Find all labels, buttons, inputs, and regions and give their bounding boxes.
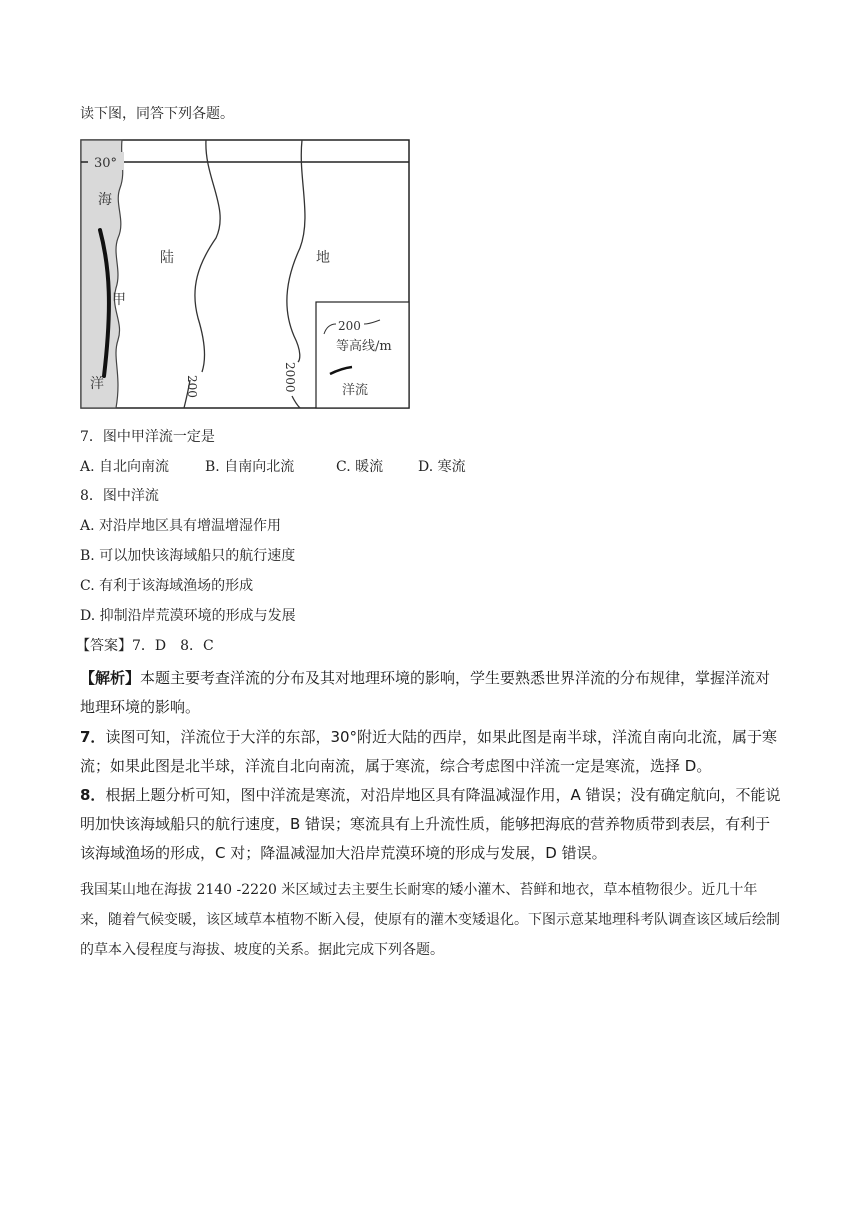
ocean-current-map xyxy=(80,138,412,410)
analysis-intro xyxy=(80,664,785,722)
q8-option-c: C. 有利于该海域渔场的形成 xyxy=(80,578,254,594)
q7-option-b: B. 自南向北流 xyxy=(205,459,295,475)
analysis-item7-text: 读图可知，洋流位于大洋的东部，30°附近大陆的西岸，如果此图是南半球，洋流自南向北流，属于寒流；如果此图是北半球，洋流自北向南流，属于寒流，综合考虑图中洋流一定是寒流，选择 D。 xyxy=(80,728,778,775)
intro-text: 读下图，同答下列各题。 xyxy=(80,106,234,122)
contour-200-label: 200 xyxy=(185,375,199,398)
q7-option-a: A. 自北向南流 xyxy=(80,459,170,475)
analysis-item-7 xyxy=(80,723,785,781)
legend-contour-value: 200 xyxy=(338,319,361,333)
q7-stem: 7．图中甲洋流一定是 xyxy=(80,429,215,445)
q7-option-d: D. 寒流 xyxy=(418,459,466,475)
q8-stem: 8．图中洋流 xyxy=(80,488,159,504)
analysis-item-8 xyxy=(80,781,785,868)
sea-area xyxy=(81,140,123,408)
q7-option-c: C. 暖流 xyxy=(336,459,384,475)
latitude-label: 30° xyxy=(94,156,118,171)
q8-option-a: A. 对沿岸地区具有增温增湿作用 xyxy=(80,518,282,534)
analysis-item7-num: 7． xyxy=(80,728,106,746)
land-char-1: 陆 xyxy=(160,250,174,266)
sea-char-2: 甲 xyxy=(112,292,126,308)
answer-line xyxy=(76,636,214,656)
q8-option-b: B. 可以加快该海域船只的航行速度 xyxy=(80,548,296,564)
q8-option-d: D. 抑制沿岸荒漠环境的形成与发展 xyxy=(80,608,296,624)
analysis-item8-num: 8． xyxy=(80,786,106,804)
sea-char-1: 海 xyxy=(98,192,112,208)
land-char-2: 地 xyxy=(316,250,330,266)
legend-contour-text: 等高线/m xyxy=(336,339,392,354)
analysis-item8-text: 根据上题分析可知，图中洋流是寒流，对沿岸地区具有降温减湿作用，A 错误；没有确定航向，不能说明加快该海域船只的航行速度，B 错误；寒流具有上升流性质，能够把海底的营养物质带到表层，有利于该海域渔场的形成，C 对；降温减湿加大沿岸荒漠环境的形成与发展，D 错误。 xyxy=(80,786,781,862)
sea-char-3: 洋 xyxy=(90,376,104,392)
analysis-intro-text: 本题主要考查洋流的分布及其对地理环境的影响，学生要熟悉世界洋流的分布规律，掌握洋流对地理环境的影响。 xyxy=(80,669,771,716)
analysis-label: 【解析】 xyxy=(80,669,141,687)
answer-text: 7．D 8．C xyxy=(132,638,214,654)
contour-2000-label: 2000 xyxy=(283,362,297,393)
legend-current-text: 洋流 xyxy=(342,383,369,398)
map-figure xyxy=(80,138,412,410)
next-question-intro: 我国某山地在海拔 2140 -2220 米区域过去主要生长耐寒的矮小灌木、苔鲜和地衣，草本植物很少。近几十年来，随着气候变暖，该区域草本植物不断入侵，使原有的灌木变矮退化。下图示意某地理科考队调查该区域后绘制的草本入侵程度与海拔、坡度的关系。据此完成下列各题。 xyxy=(80,882,780,958)
answer-label: 【答案】 xyxy=(76,638,132,654)
